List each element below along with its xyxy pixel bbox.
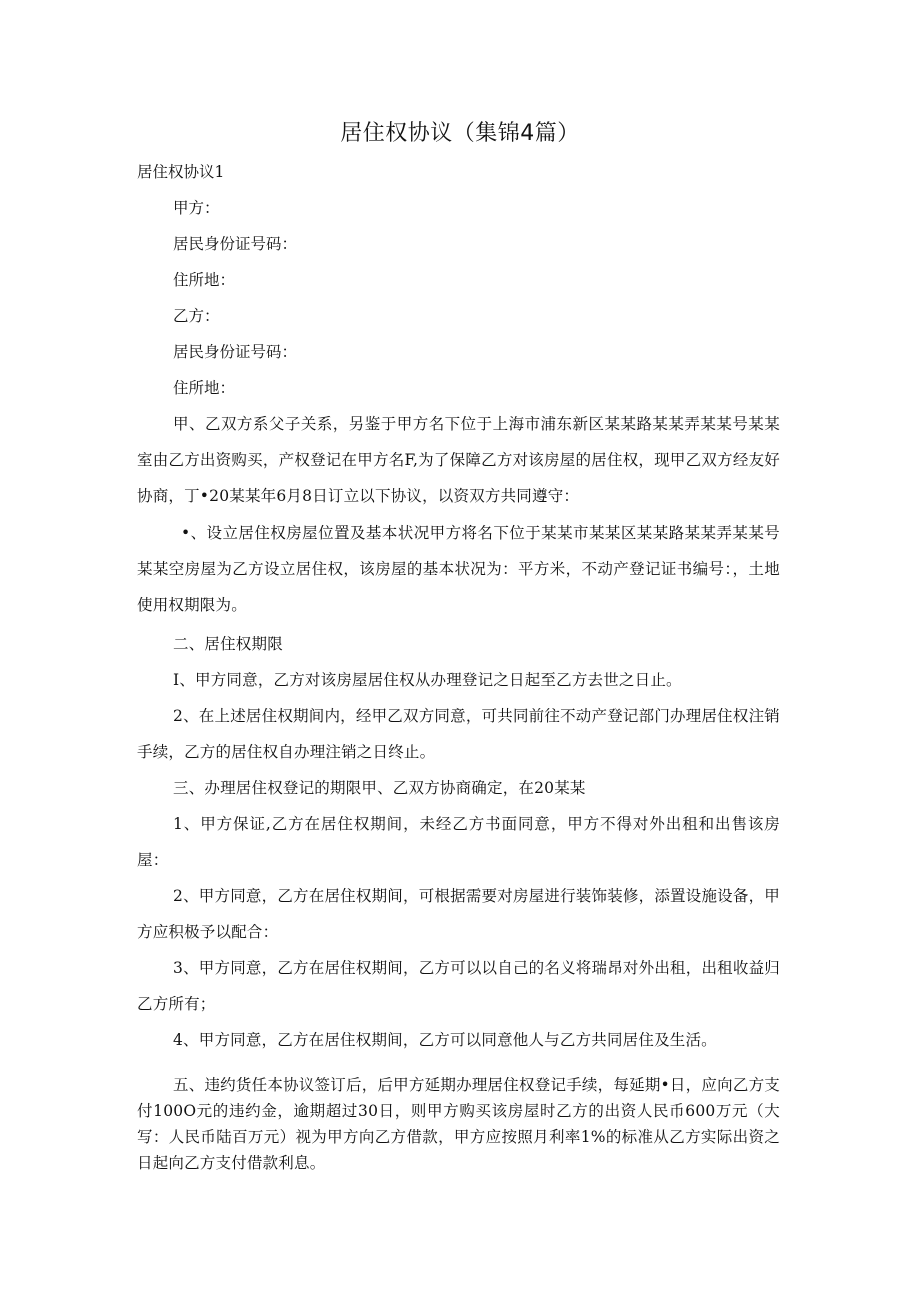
clause-3-1-paragraph: 1、甲方保证,乙方在居住权期间，未经乙方书面同意，甲方不得对外出租和出售该房屋： bbox=[137, 815, 780, 869]
clause-3-2-paragraph: 2、甲方同意，乙方在居住权期间，可根据需要对房屋进行装饰装修，添置设施设备，甲方应积极予以配合： bbox=[137, 887, 780, 941]
party-a-address-label: 住所地： bbox=[173, 271, 236, 289]
clause-1-paragraph: •、设立居住权房屋位置及基本状况甲方将名下位于某某市某某区某某路某某弄某某号某某空房屋为乙方设立居住权，该房屋的基本状况为：平方米，不动产登记证书编号：，土地使用权期限为。 bbox=[137, 524, 780, 614]
section-5-paragraph: 五、违约货任本协议签订后，后甲方延期办理居住权登记手续，每延期•日，应向乙方支付100O元的违约金，逾期超过30日，则甲方购买该房屋时乙方的出资人民币600万元（大写：人民币陆百万元）视为甲方向乙方借款，甲方应按照月利率1%的标准从乙方实际出资之日起向乙方支付借款利息。 bbox=[137, 1076, 780, 1172]
document-title: 居住权协议（集锦4篇） bbox=[340, 121, 580, 146]
party-b-address-label: 住所地： bbox=[173, 379, 236, 397]
party-b-id-label: 居民身份证号码： bbox=[173, 343, 298, 361]
party-a-label: 甲方： bbox=[173, 199, 220, 217]
agreement-subtitle: 居住权协议1 bbox=[137, 163, 225, 181]
clause-2-2-paragraph: 2、在上述居住权期间内，经甲乙双方同意，可共同前往不动产登记部门办理居住权注销手续，乙方的居住权自办理注销之日终止。 bbox=[137, 707, 780, 761]
clause-3-4-paragraph: 4、甲方同意，乙方在居住权期间，乙方可以同意他人与乙方共同居住及生活。 bbox=[173, 1031, 717, 1049]
section-2-heading: 二、居住权期限 bbox=[173, 635, 283, 653]
clause-3-3-paragraph: 3、甲方同意，乙方在居住权期间，乙方可以以自己的名义将瑞昂对外出租，出租收益归乙方所有； bbox=[137, 959, 780, 1013]
section-3-heading: 三、办理居住权登记的期限甲、乙双方协商确定，在20某某 bbox=[173, 779, 586, 797]
party-a-id-label: 居民身份证号码： bbox=[173, 235, 298, 253]
party-b-label: 乙方： bbox=[173, 307, 220, 325]
clause-2-1-paragraph: I、甲方同意，乙方对该房屋居住权从办理登记之日起至乙方去世之日止。 bbox=[173, 671, 682, 689]
preamble-paragraph: 甲、乙双方系父子关系，另鉴于甲方名下位于上海市浦东新区某某路某某弄某某号某某室由乙方出资购买，产权登记在甲方名F,为了保障乙方对该房屋的居住权，现甲乙双方经友好协商，丁•20某某年6月8日订立以下协议，以资双方共同遵守： bbox=[137, 415, 780, 505]
